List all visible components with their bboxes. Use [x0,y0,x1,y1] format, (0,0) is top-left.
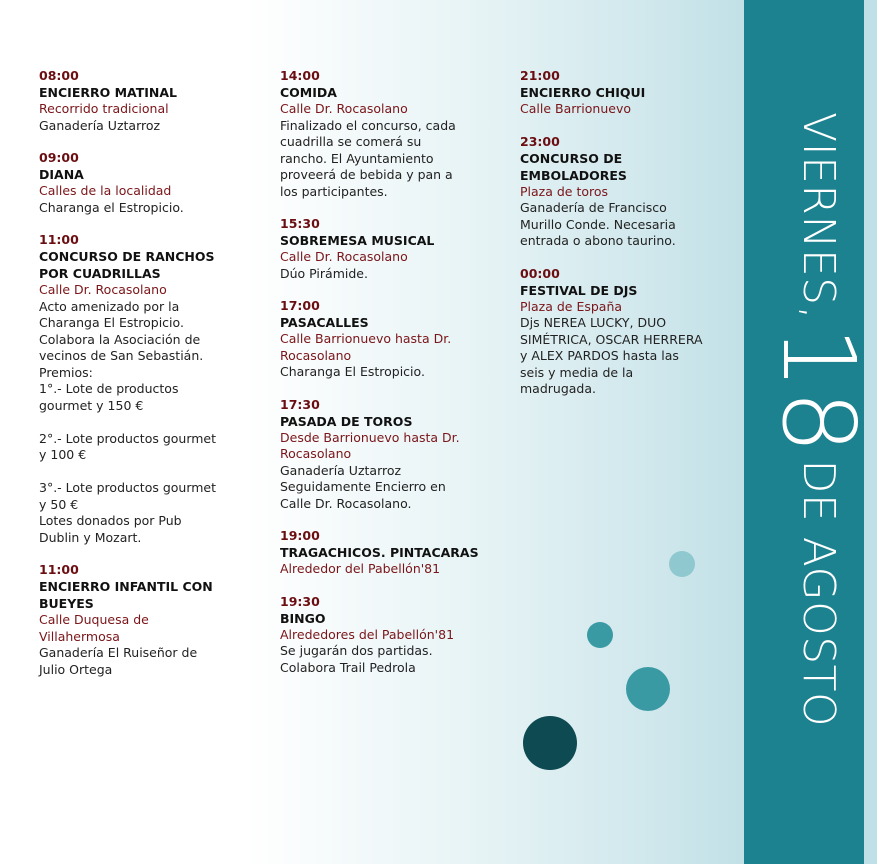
event-title: TRAGACHICOS. PINTACARAS [280,545,479,560]
event-time: 11:00 [39,562,79,577]
event-description: Charanga el Estropicio. [39,199,184,215]
event-title: SOBREMESA MUSICAL [280,233,435,248]
schedule-event [39,232,264,546]
event-description: Dúo Pirámide. [280,265,368,281]
event-place: Calle Duquesa de Villahermosa [39,612,149,644]
event-title: PASADA DE TOROS [280,413,413,429]
event-time: 15:30 [280,216,320,231]
event-title: CONCURSO DE RANCHOS POR CUADRILLAS [39,249,215,281]
event-title: PASACALLES [280,315,369,330]
event-time: 21:00 [520,68,560,83]
day-number: 18 [760,325,877,454]
schedule-column-2 [280,68,500,692]
schedule-event [280,216,500,282]
event-place: Plaza de toros [520,183,609,199]
event-time: 09:00 [39,150,79,165]
schedule-event [280,397,500,513]
event-place: Calle Barrionuevo hasta Dr. Rocasolano [280,331,452,363]
schedule-event [280,68,500,200]
decorative-dot [626,667,670,711]
event-description: Djs NEREA LUCKY, DUO SIMÉTRICA, OSCAR HERRERA y ALEX PARDOS hasta las seis y media de la madrugada. [520,315,703,396]
schedule-event [280,528,500,578]
event-description: Charanga El Estropicio. [280,364,425,379]
event-description: Ganadería Uztarroz Seguidamente Encierro en Calle Dr. Rocasolano. [280,462,446,511]
date-banner [760,112,877,727]
decorative-dot [669,551,695,577]
schedule-column-3 [520,68,735,414]
event-place: Calle Dr. Rocasolano [280,249,408,264]
event-title: COMIDA [280,85,337,100]
event-title: CONCURSO DE EMBOLADORES [520,150,627,183]
event-time: 23:00 [520,133,560,149]
event-time: 19:30 [280,593,320,609]
event-place: Recorrido tradicional [39,101,169,116]
schedule-event [520,266,735,398]
event-time: 17:30 [280,396,320,412]
event-place: Calles de la localidad [39,183,172,198]
weekday-text: VIERNES, [793,112,844,321]
event-place: Plaza de España [520,298,623,314]
event-time: 08:00 [39,68,79,83]
event-title: FESTIVAL DE DJS [520,282,638,298]
event-description: Acto amenizado por la Charanga El Estropicio. Colabora la Asociación de vecinos de San Sebastián. Premios: 1°.- Lote de productos gourmet y 150 € 2°.- Lote productos gourmet y 100 € 3°.- Lote productos gourmet y 50 € Lotes donados por Pub Dublin y Mozart. [39,298,217,545]
decorative-dot [523,716,577,770]
schedule-event [520,68,735,118]
event-title: ENCIERRO MATINAL [39,85,178,100]
event-time: 00:00 [520,265,560,281]
event-time: 11:00 [39,232,79,247]
event-title: DIANA [39,167,84,182]
event-description: Finalizado el concurso, cada cuadrilla se comerá su rancho. El Ayuntamiento proveerá de bebida y pan a los participantes. [280,117,456,199]
schedule-event [280,594,500,677]
schedule-event [39,150,264,216]
event-place: Calle Dr. Rocasolano [280,101,408,116]
event-place: Alrededores del Pabellón'81 [280,626,455,642]
event-description: Ganadería de Francisco Murillo Conde. Necesaria entrada o abono taurino. [520,200,676,248]
decorative-dot [587,622,613,648]
event-place: Calle Dr. Rocasolano [39,282,167,297]
event-description: Ganadería Uztarroz [39,117,161,133]
event-time: 17:00 [280,298,320,313]
event-title: ENCIERRO INFANTIL CON BUEYES [39,579,213,611]
schedule-event [39,68,264,134]
event-title: BINGO [280,610,326,626]
schedule-event [280,298,500,381]
event-time: 19:00 [280,528,320,543]
schedule-column-1 [39,68,264,694]
event-description: Se jugarán dos partidas. Colabora Trail Pedrola [280,643,433,675]
schedule-event [39,562,264,678]
event-title: ENCIERRO CHIQUI [520,85,646,100]
event-time: 14:00 [280,68,320,83]
event-place: Calle Barrionuevo [520,101,631,116]
month-text: DE AGOSTO [793,459,844,728]
event-place: Desde Barrionuevo hasta Dr. Rocasolano [280,429,460,461]
schedule-event [520,134,735,250]
event-description: Ganadería El Ruiseñor de Julio Ortega [39,645,198,677]
event-place: Alrededor del Pabellón'81 [280,561,441,576]
